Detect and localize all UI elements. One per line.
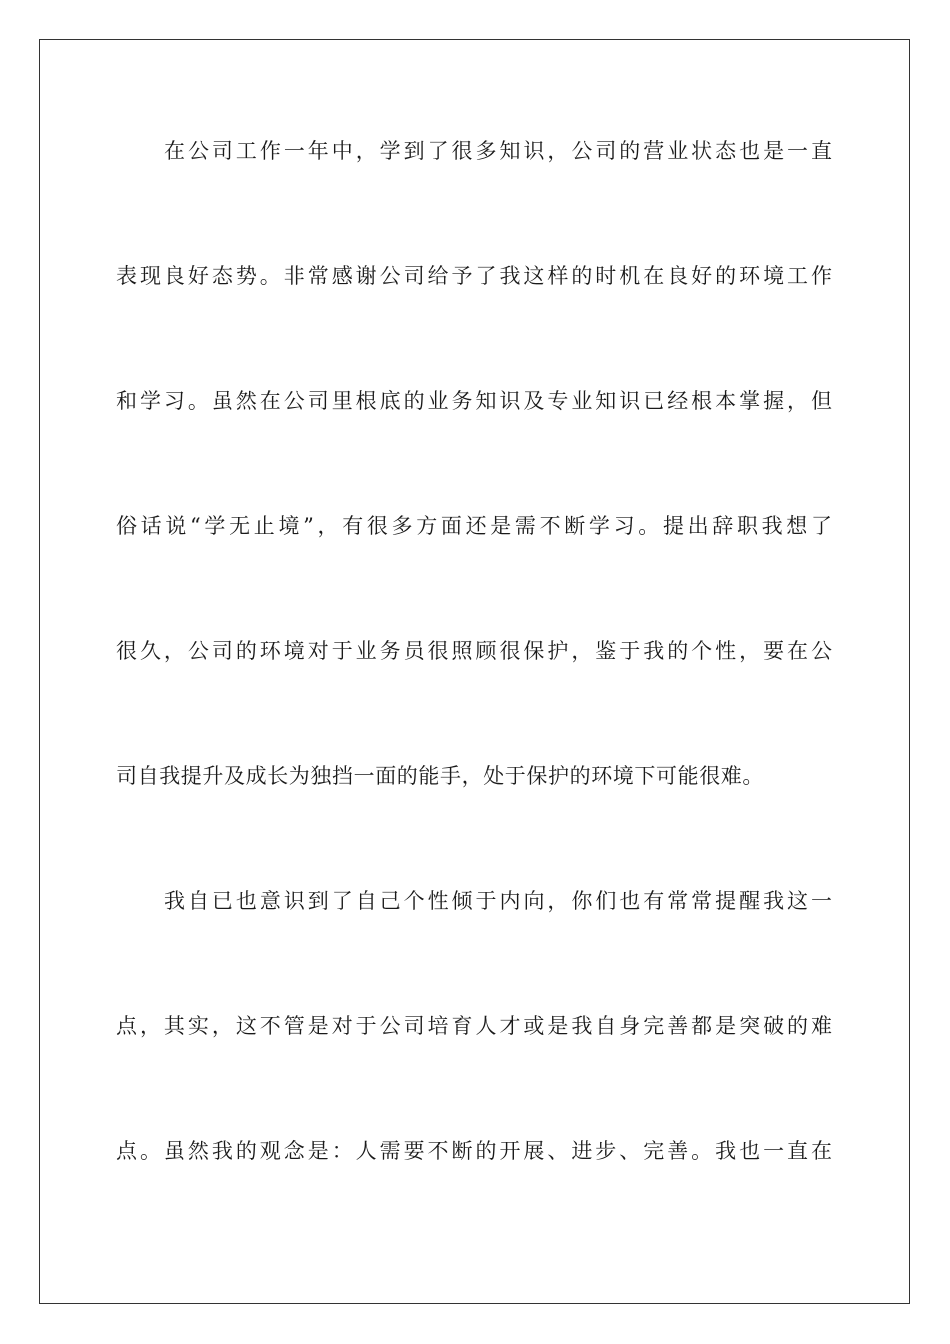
paragraph-1-line-4: 俗话说“学无止境”，有很多方面还是需不断学习。提出辞职我想了 [116, 514, 832, 538]
paragraph-2-line-3: 点。虽然我的观念是：人需要不断的开展、进步、完善。我也一直在 [116, 1139, 832, 1163]
paragraph-1-line-5: 很久，公司的环境对于业务员很照顾很保护，鉴于我的个性，要在公 [116, 639, 832, 663]
document-body [116, 124, 832, 1249]
paragraph-2-line-1: 我自已也意识到了自己个性倾于内向，你们也有常常提醒我这一 [164, 889, 832, 913]
paragraph-1-line-1: 在公司工作一年中，学到了很多知识，公司的营业状态也是一直 [164, 139, 832, 163]
paragraph-1-line-6: 司自我提升及成长为独挡一面的能手，处于保护的环境下可能很难。 [116, 764, 764, 788]
paragraph-2-line-2: 点，其实，这不管是对于公司培育人才或是我自身完善都是突破的难 [116, 1014, 832, 1038]
paragraph-1-line-2: 表现良好态势。非常感谢公司给予了我这样的时机在良好的环境工作 [116, 264, 832, 288]
paragraph-1-line-3: 和学习。虽然在公司里根底的业务知识及专业知识已经根本掌握，但 [116, 389, 832, 413]
